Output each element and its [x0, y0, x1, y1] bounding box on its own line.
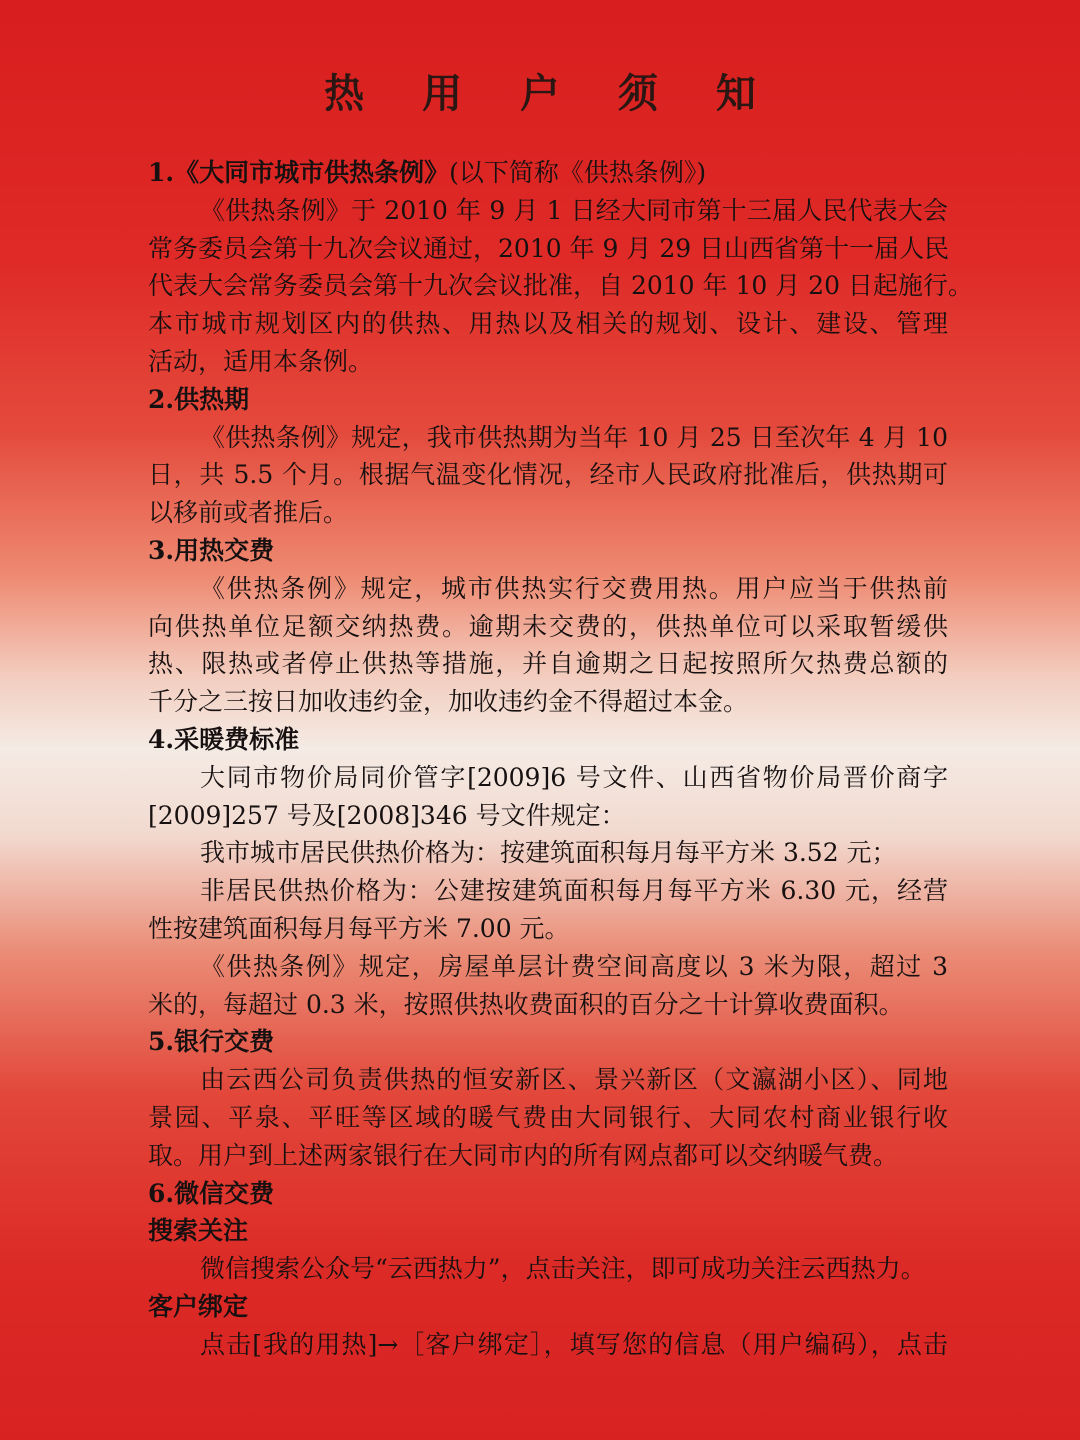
paragraph-line: 《供热条例》规定，城市供热实行交费用热。用户应当于供热前	[200, 573, 948, 603]
paragraph-line: 取。用户到上述两家银行在大同市内的所有网点都可以交纳暖气费。	[148, 1140, 899, 1170]
paragraph-line: 向供热单位足额交纳热费。逾期未交费的，供热单位可以采取暂缓供	[148, 611, 948, 641]
section-heading	[148, 154, 948, 192]
section-heading: 3.用热交费	[148, 535, 275, 565]
paragraph-line: 点击[我的用热]→［客户绑定］，填写您的信息（用户编码），点击	[200, 1329, 948, 1359]
paragraph-line: 《供热条例》规定，我市供热期为当年 10 月 25 日至次年 4 月 10	[200, 422, 948, 452]
paragraph-line: 我市城市居民供热价格为：按建筑面积每月每平方米 3.52 元；	[200, 838, 897, 868]
paragraph-line: 由云西公司负责供热的恒安新区、景兴新区（文瀛湖小区）、同地	[200, 1065, 948, 1095]
paragraph-line: 活动，适用本条例。	[148, 346, 374, 376]
page-title: 热 用 户 须 知	[324, 70, 778, 117]
notice-body	[148, 154, 973, 1364]
paragraph-line: 大同市物价局同价管字[2009]6 号文件、山西省物价局晋价商字	[200, 762, 948, 792]
paragraph-line: 以移前或者推后。	[148, 498, 349, 528]
paragraph-line: 热、限热或者停止供热等措施，并自逾期之日起按照所欠热费总额的	[148, 649, 948, 679]
paragraph-line: 米的，每超过 0.3 米，按照供热收费面积的百分之十计算收费面积。	[148, 989, 904, 1019]
section-heading: 6.微信交费	[148, 1178, 275, 1208]
paragraph-line: 景园、平泉、平旺等区域的暖气费由大同银行、大同农村商业银行收	[148, 1102, 948, 1132]
paragraph-line: 代表大会常务委员会第十九次会议批准，自 2010 年 10 月 20 日起施行。	[148, 271, 973, 301]
paragraph-line: 日，共 5.5 个月。根据气温变化情况，经市人民政府批准后，供热期可	[148, 460, 948, 490]
paragraph-line: 《供热条例》规定，房屋单层计费空间高度以 3 米为限，超过 3	[200, 951, 948, 981]
subsection-heading: 搜索关注	[148, 1216, 249, 1246]
paragraph-line: 性按建筑面积每月每平方米 7.00 元。	[148, 913, 570, 943]
paragraph-line: 非居民供热价格为：公建按建筑面积每月每平方米 6.30 元，经营	[200, 876, 948, 906]
subsection-heading: 客户绑定	[148, 1291, 249, 1321]
paragraph-line: 千分之三按日加收违约金，加收违约金不得超过本金。	[148, 687, 749, 717]
section-heading: 4.采暖费标准	[148, 724, 300, 754]
section-title-note: (以下简称《供热条例》)	[449, 158, 707, 187]
section-heading: 5.银行交费	[148, 1027, 275, 1057]
paragraph-line: 微信搜索公众号“云西热力”，点击关注，即可成功关注云西热力。	[200, 1254, 926, 1284]
paragraph-line: 常务委员会第十九次会议通过，2010 年 9 月 29 日山西省第十一届人民	[148, 233, 950, 263]
paragraph-line: 本市城市规划区内的供热、用热以及相关的规划、设计、建设、管理	[148, 309, 948, 339]
paragraph-line: [2009]257 号及[2008]346 号文件规定：	[148, 800, 626, 830]
section-title: 1.《大同市城市供热条例》	[148, 158, 450, 187]
paragraph-line: 《供热条例》于 2010 年 9 月 1 日经大同市第十三届人民代表大会	[200, 195, 948, 225]
section-heading: 2.供热期	[148, 384, 250, 414]
